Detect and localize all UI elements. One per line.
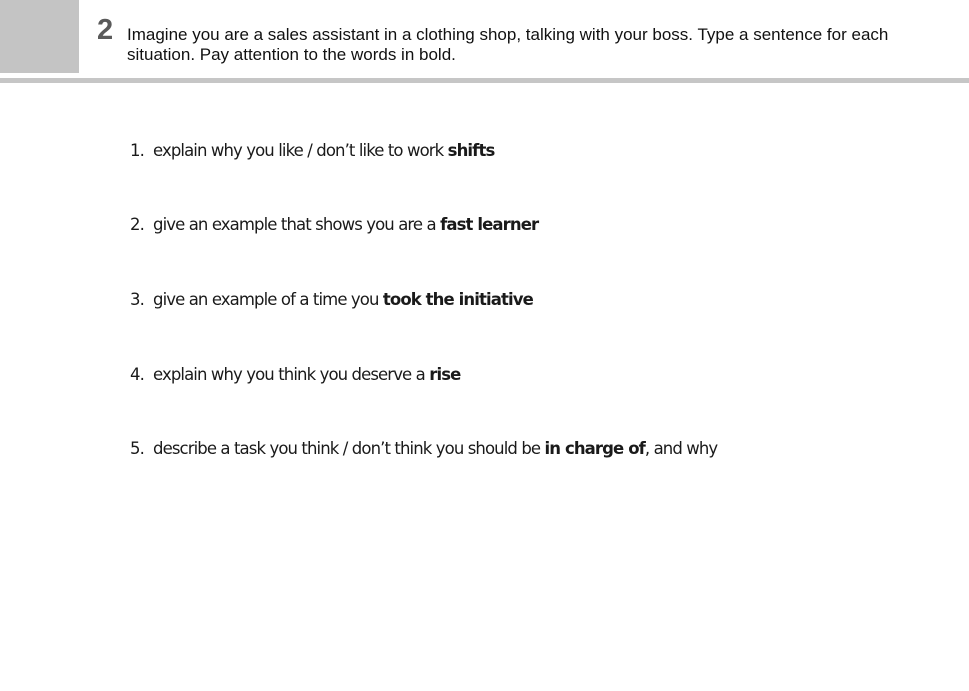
item-keyword: in charge of	[544, 439, 645, 458]
item-keyword: fast learner	[440, 215, 539, 234]
item-text-after: , and why	[644, 439, 718, 458]
exercise-instructions: Imagine you are a sales assistant in a clothing shop, talking with your boss. Type a sentence for each situation. Pay attention to the words in bold.	[127, 25, 889, 64]
item-number: 3.	[130, 290, 144, 309]
item-keyword: shifts	[447, 141, 495, 160]
item-text: give an example of a time you	[153, 290, 383, 309]
item-text: explain why you think you deserve a	[153, 365, 430, 384]
list-item	[130, 435, 717, 463]
list-item	[130, 361, 460, 389]
item-number: 5.	[130, 439, 144, 458]
header-tab	[0, 0, 79, 73]
list-item	[130, 211, 538, 239]
item-number: 4.	[130, 365, 144, 384]
item-text: explain why you like / don’t like to work	[153, 141, 448, 160]
item-keyword: rise	[429, 365, 461, 384]
item-keyword: took the initiative	[382, 290, 533, 309]
item-number: 1.	[130, 141, 144, 160]
item-text: give an example that shows you are a	[153, 215, 441, 234]
list-item	[130, 137, 494, 165]
header-divider	[0, 78, 969, 83]
item-number: 2.	[130, 215, 144, 234]
exercise-number: 2	[97, 14, 114, 46]
item-text: describe a task you think / don’t think you should be	[153, 439, 545, 458]
list-item	[130, 286, 533, 314]
exercise-header	[0, 0, 969, 78]
